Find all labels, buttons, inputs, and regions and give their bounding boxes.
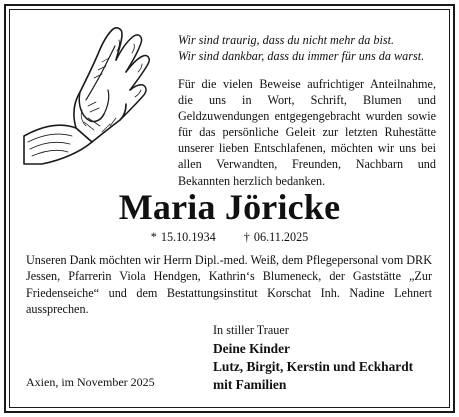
special-thanks-paragraph: Unseren Dank möchten wir Herrn Dipl.-med. Weiß, dem Pflegepersonal vom DRK Jessen, Pfarrerin Viola Hendgen, Kathrin‘s Blumeneck, der Gaststätte „Zur Friedenseiche“ und dem Bestattungsinstitut Korschat Inh. Nadine Lehnert aussprechen.: [26, 253, 432, 316]
verse: [178, 32, 438, 64]
life-dates: [0, 229, 459, 245]
mourners-line-3: mit Familien: [213, 377, 287, 392]
mourning-lead: In stiller Trauer: [213, 323, 289, 337]
thanks-paragraph: Für die vielen Beweise aufrichtiger Anteilnahme, die uns in Wort, Schrift, Blumen und Geldzuwendungen entgegengebracht wurden sowie für das persönliche Geleit zur letzten Ruhestätte unserer lieben Entschlafenen, möchten wir uns bei allen Verwandten, Freunden, Nachbarn und Bekannten herzlich bedanken.: [178, 77, 436, 188]
mourning-block: [213, 322, 443, 394]
death-date: † 06.11.2025: [243, 230, 309, 244]
mourners-line-2: Lutz, Birgit, Kerstin und Eckhardt: [213, 359, 414, 374]
praying-hands-icon: [22, 18, 164, 166]
deceased-name: Maria Jöricke: [118, 187, 341, 227]
place-date: Axien, im November 2025: [26, 375, 155, 389]
verse-line-1: Wir sind traurig, dass du nicht mehr da bist.: [178, 33, 395, 47]
birth-date: * 15.10.1934: [150, 230, 216, 244]
verse-line-2: Wir sind dankbar, dass du immer für uns da warst.: [178, 49, 425, 63]
mourners-line-1: Deine Kinder: [213, 341, 290, 356]
